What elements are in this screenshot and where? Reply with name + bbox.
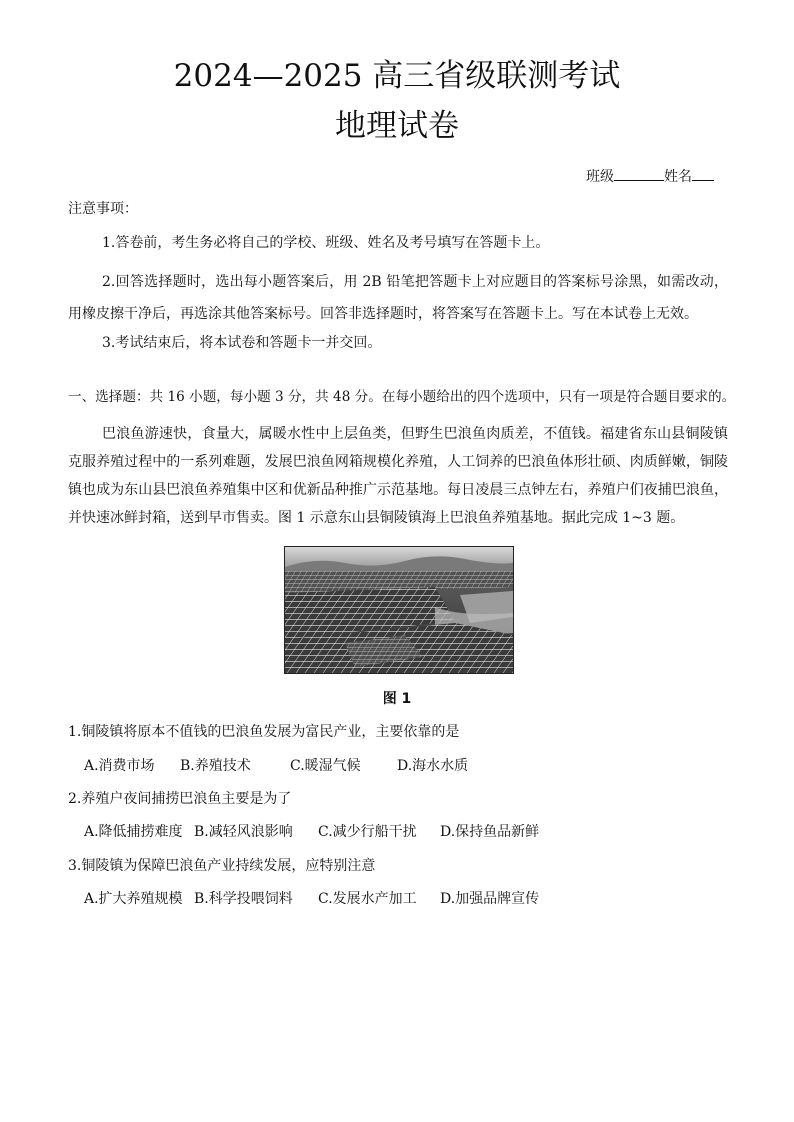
q1-option-c: C.暖湿气候 [290,758,361,774]
fish-farm-photo [284,546,514,674]
q2-option-c: C.减少行船干扰 [318,824,417,840]
q2-option-b: B.减轻风浪影响 [194,824,293,840]
passage-text: 巴浪鱼游速快，食量大，属暖水性中上层鱼类，但野生巴浪鱼肉质差，不值钱。福建省东山县铜陵镇克服养殖过程中的一系列难题，发展巴浪鱼网箱规模化养殖，人工饲养的巴浪鱼体形壮硕、肉质鲜嫩，铜陵镇也成为东山县巴浪鱼养殖集中区和优新品种推广示范基地。每日凌晨三点钟左右，养殖户们夜捕巴浪鱼，并快速冰鲜封箱，送到早市售卖。图 1 示意东山县铜陵镇海上巴浪鱼养殖基地。据此完成 1~3 题。 [68,426,728,526]
class-blank [614,166,664,181]
class-label: 班级 [586,169,614,185]
fish-farm-photo-graphic [285,547,513,673]
section-heading: 一、选择题：共 16 小题，每小题 3 分，共 48 分。在每小题给出的四个选项中，只有一项是符合题目要求的。 [68,389,736,405]
note-item-3: 3.考试结束后，将本试卷和答题卡一并交回。 [102,335,382,351]
q3-option-a: A.扩大养殖规模 [84,891,183,907]
note-item-1: 1.答卷前，考生务必将自己的学校、班级、姓名及考号填写在答题卡上。 [102,235,550,251]
q1-option-d: D.海水水质 [397,758,469,774]
exam-title: 2024—2025 高三省级联测考试 [173,58,621,94]
q3-option-c: C.发展水产加工 [318,891,417,907]
q2-option-a: A.降低捕捞难度 [84,824,183,840]
note-item-2: 2.回答选择题时，选出每小题答案后，用 2B 铅笔把答题卡上对应题目的答案标号涂黑，如需改动，用橡皮擦干净后，再选涂其他答案标号。回答非选择题时，将答案写在答题卡上。写在本试卷上无效。 [68,274,728,322]
question-1-stem: 1.铜陵镇将原本不值钱的巴浪鱼发展为富民产业，主要依靠的是 [68,724,460,740]
q2-option-d: D.保持鱼品新鲜 [440,824,540,840]
q1-option-a: A.消费市场 [84,758,155,774]
q1-option-b: B.养殖技术 [180,758,251,774]
q3-option-b: B.科学投喂饲料 [194,891,293,907]
figure-caption: 图 1 [382,691,412,707]
exam-subtitle: 地理试卷 [335,108,459,144]
q3-option-d: D.加强品牌宣传 [440,891,540,907]
name-blank [692,166,714,181]
notes-title: 注意事项： [68,201,138,217]
student-info-line [586,166,714,187]
name-label: 姓名 [664,169,692,185]
question-2-stem: 2.养殖户夜间捕捞巴浪鱼主要是为了 [68,791,292,807]
question-3-stem: 3.铜陵镇为保障巴浪鱼产业持续发展，应特别注意 [68,858,376,874]
